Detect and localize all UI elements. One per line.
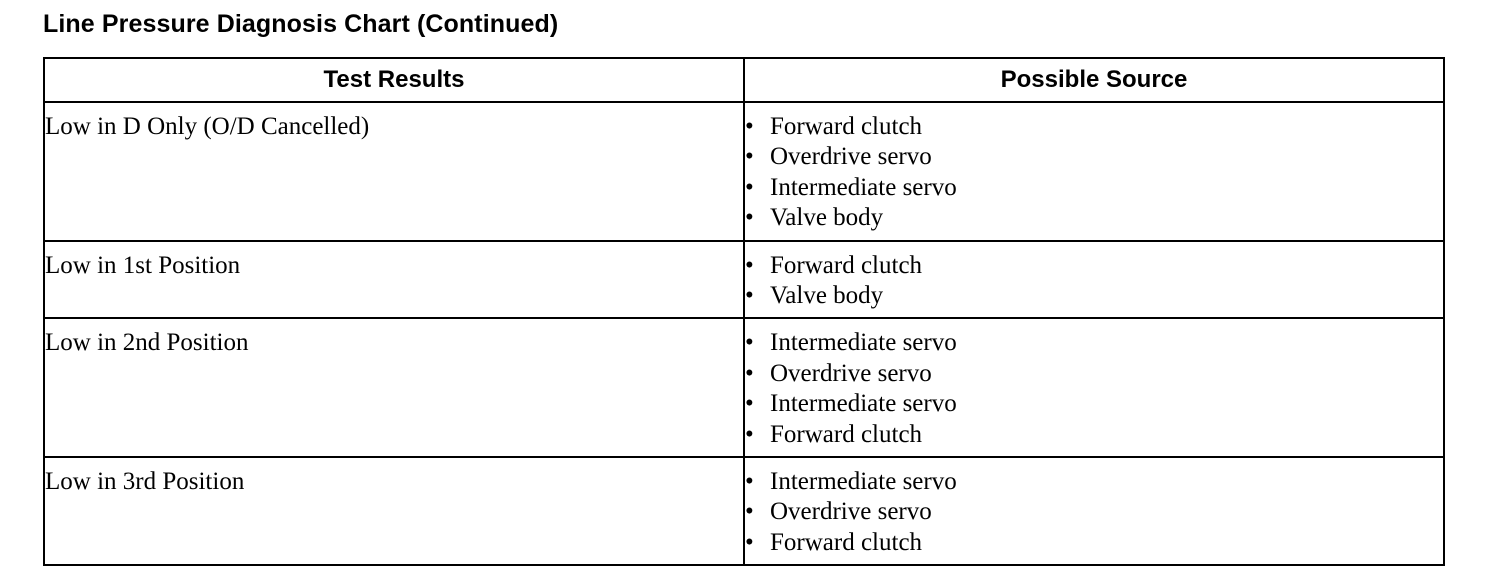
possible-source-cell (744, 241, 1444, 319)
source-list (745, 328, 1443, 450)
source-text: Forward clutch (770, 113, 923, 140)
list-item (745, 359, 1443, 389)
possible-source-cell (744, 457, 1444, 565)
source-text: Valve body (770, 204, 884, 232)
source-text: Valve body (770, 282, 884, 310)
list-item (745, 142, 1443, 172)
list-item (745, 389, 1443, 419)
bullet-icon: • (745, 204, 754, 232)
test-result-cell: Low in 3rd Position (44, 457, 744, 565)
list-item (745, 112, 1443, 142)
diagnosis-table (43, 57, 1445, 566)
bullet-icon: • (745, 498, 754, 526)
list-item (745, 203, 1443, 233)
possible-source-cell (744, 102, 1444, 241)
source-text: Forward clutch (770, 528, 923, 556)
bullet-icon: • (745, 329, 754, 357)
list-item (745, 420, 1443, 450)
test-result-cell: Low in D Only (O/D Cancelled) (44, 102, 744, 241)
source-text: Forward clutch (770, 251, 923, 279)
source-text: Overdrive servo (770, 143, 932, 171)
bullet-icon: • (745, 528, 754, 556)
possible-source-cell (744, 318, 1444, 457)
source-list (745, 251, 1443, 312)
source-text: Overdrive servo (770, 359, 932, 387)
list-item (745, 281, 1443, 311)
source-text: Intermediate servo (770, 468, 957, 496)
list-item (745, 528, 1443, 558)
test-result-cell: Low in 1st Position (44, 241, 744, 319)
source-text: Intermediate servo (770, 173, 957, 201)
list-item (745, 497, 1443, 527)
list-item (745, 467, 1443, 497)
test-result-cell: Low in 2nd Position (44, 318, 744, 457)
bullet-icon: • (745, 173, 754, 201)
bullet-icon: • (745, 390, 754, 418)
bullet-icon: • (745, 251, 754, 279)
source-text: Overdrive servo (770, 498, 932, 526)
bullet-icon: • (745, 113, 754, 140)
bullet-icon: • (745, 420, 754, 448)
bullet-icon: • (745, 359, 754, 387)
source-text: Intermediate servo (770, 390, 957, 418)
header-test-results: Test Results (44, 58, 744, 102)
header-row (44, 58, 1444, 102)
list-item (745, 173, 1443, 203)
source-list (745, 467, 1443, 558)
bullet-icon: • (745, 468, 754, 496)
table-row (44, 241, 1444, 319)
table-row (44, 318, 1444, 457)
source-text: Intermediate servo (770, 329, 957, 357)
bullet-icon: • (745, 143, 754, 171)
list-item (745, 328, 1443, 358)
header-possible-source: Possible Source (744, 58, 1444, 102)
source-text: Forward clutch (770, 420, 923, 448)
chart-title: Line Pressure Diagnosis Chart (Continued) (43, 10, 559, 38)
list-item (745, 251, 1443, 281)
table-row (44, 457, 1444, 565)
table-row (44, 102, 1444, 241)
bullet-icon: • (745, 282, 754, 310)
source-list (745, 112, 1443, 234)
